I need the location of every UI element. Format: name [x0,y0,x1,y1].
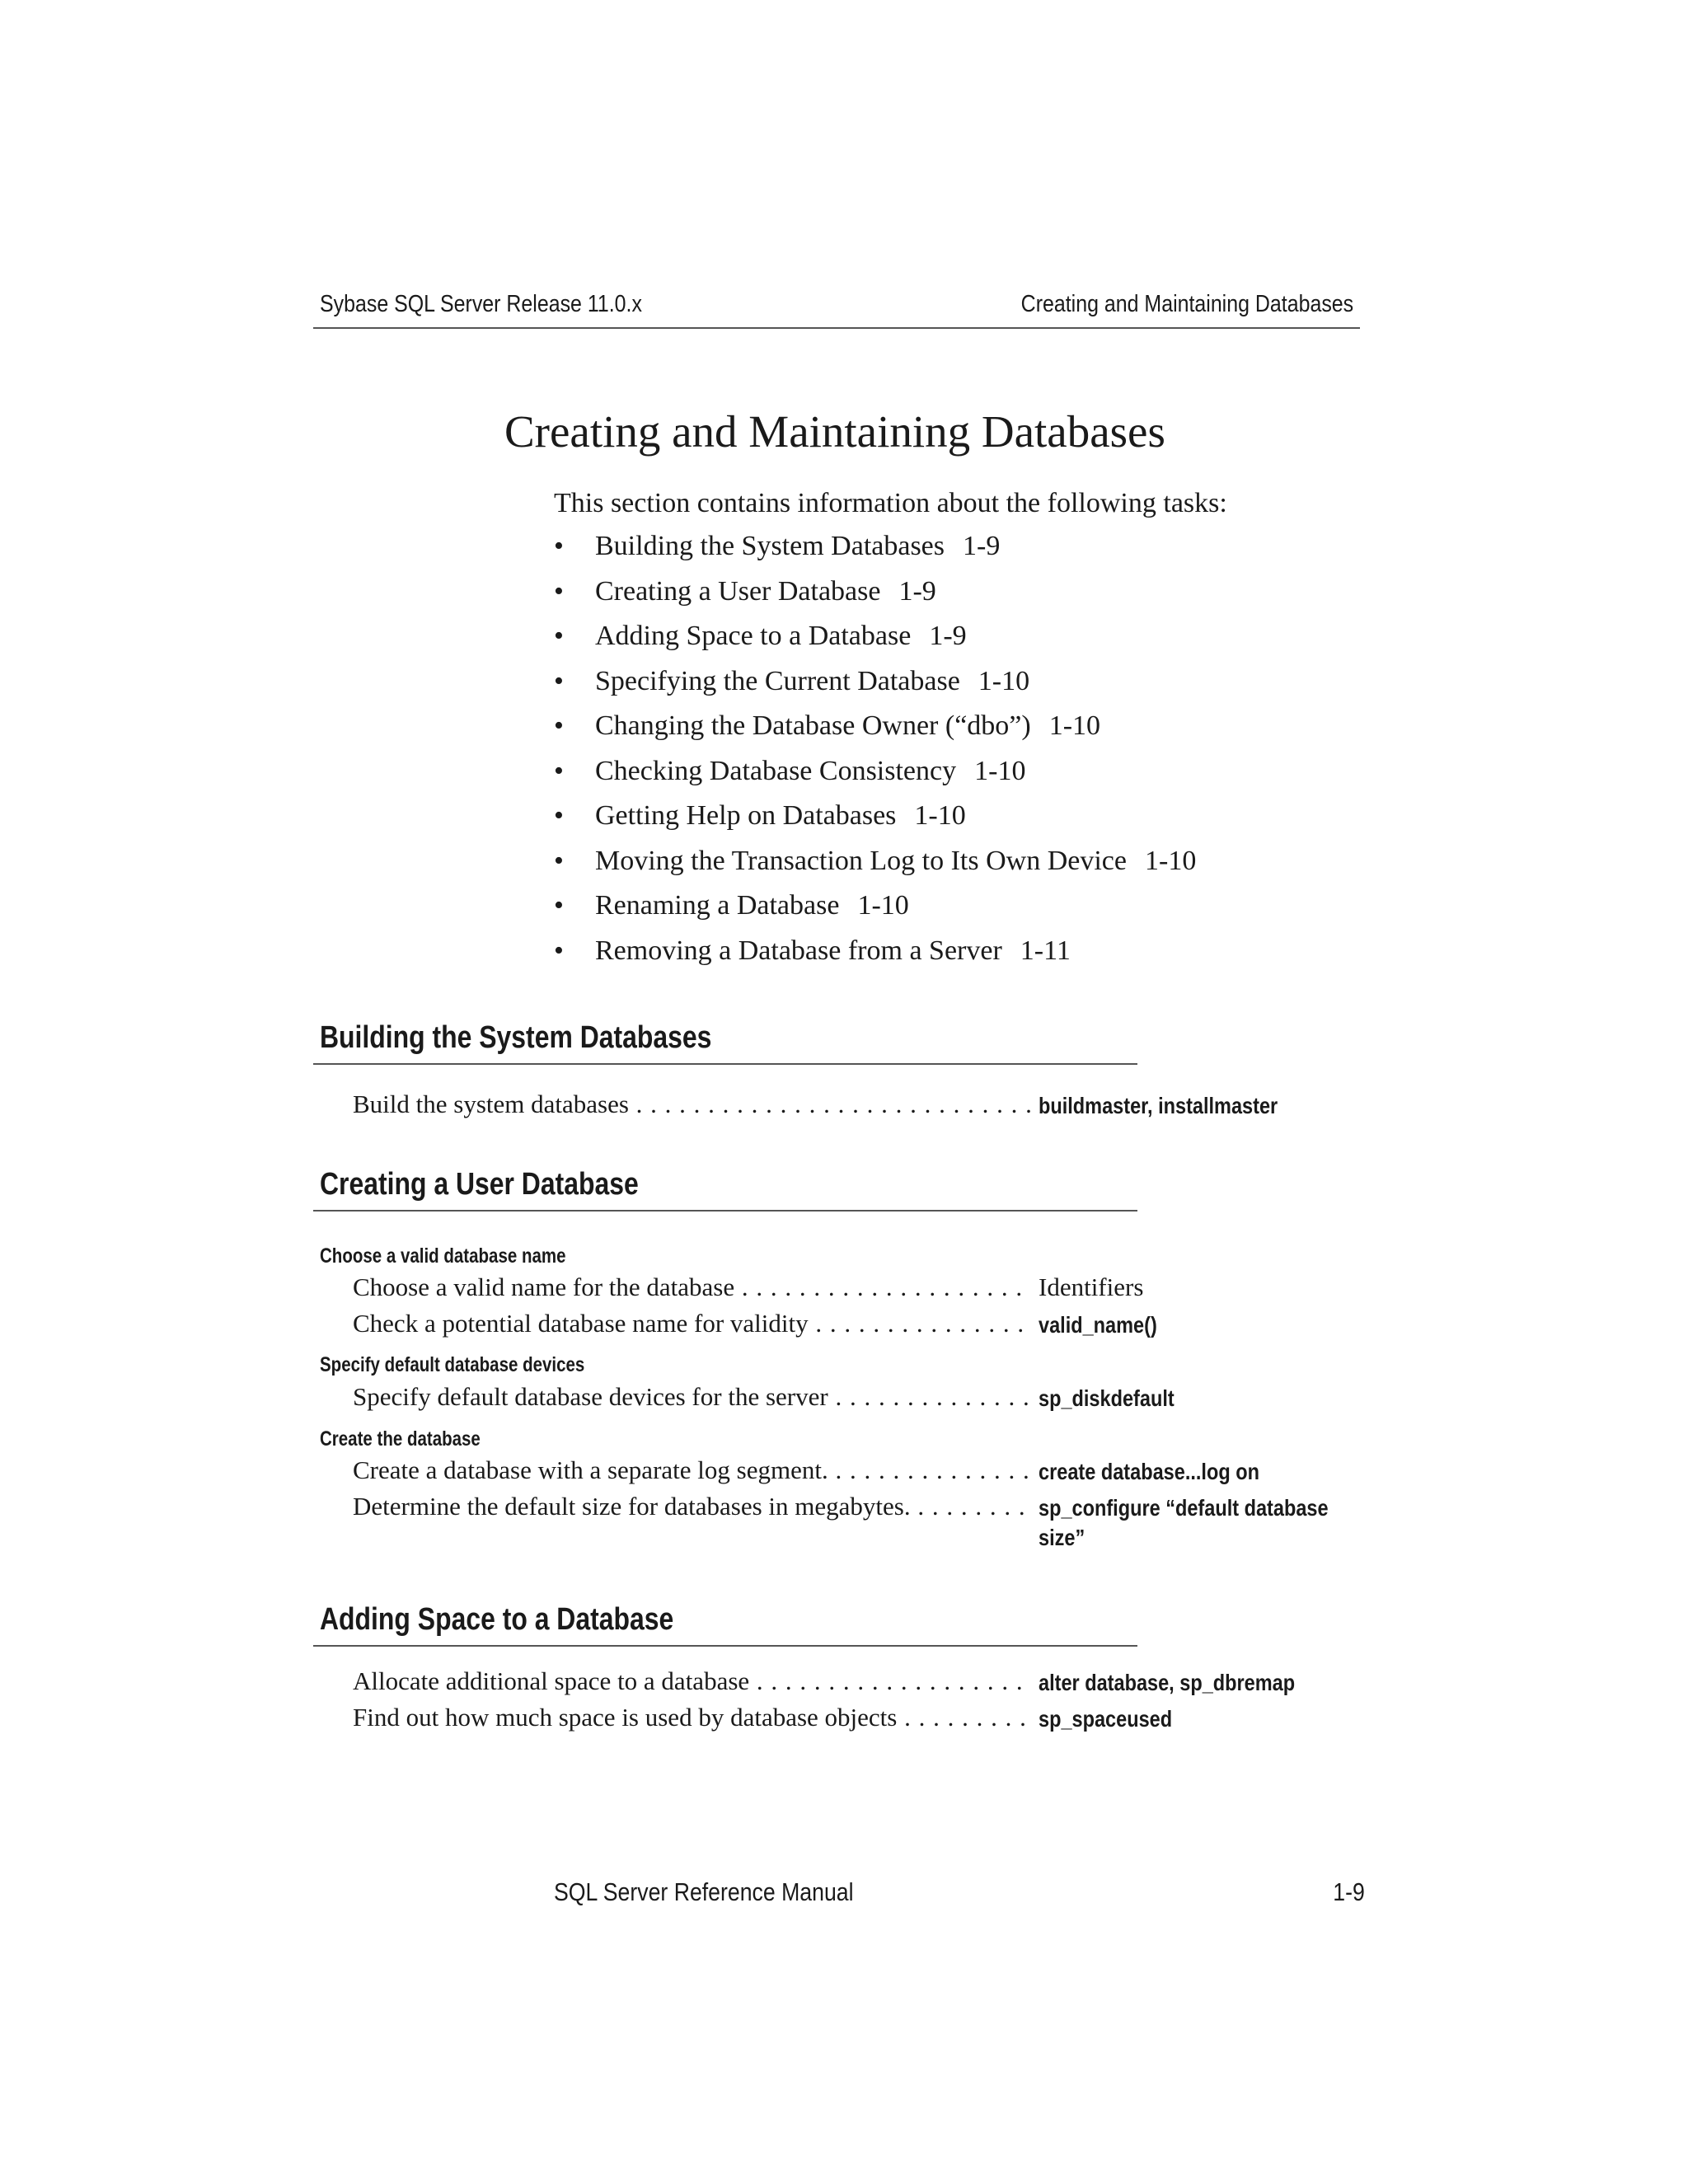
list-item[interactable]: • Specifying the Current Database 1-10 [554,665,1030,696]
task-page: 1-10 [978,665,1030,696]
list-item[interactable]: • Checking Database Consistency 1-10 [554,755,1026,786]
table-row [353,1272,1367,1309]
task-page: 1-9 [963,531,1001,561]
task-page: 1-10 [974,755,1026,786]
task-label: Creating a User Database [595,575,881,607]
entry-desc: Allocate additional space to a database . . . [353,1666,1030,1696]
intro-text: This section contains information about the following tasks: [554,488,1227,518]
table-row [353,1666,1367,1703]
entry-ref[interactable]: buildmaster, installmaster [1039,1093,1278,1118]
entry-desc: Determine the default size for databases in megabytes. . . . [353,1492,1030,1521]
table-row [353,1492,1367,1558]
task-label: Adding Space to a Database [595,621,912,651]
header-release: Sybase SQL Server Release 11.0.x [320,291,642,317]
entry-desc: Choose a valid name for the database . . . [353,1272,1030,1302]
task-label: Getting Help on Databases [595,800,897,831]
entry-ref[interactable]: Identifiers [1039,1272,1144,1301]
list-item[interactable]: • Getting Help on Databases 1-10 [554,800,966,831]
subhead: Specify default database devices [320,1353,585,1376]
task-label: Renaming a Database [595,890,840,921]
entry-ref[interactable]: valid_name() [1039,1312,1157,1338]
running-header [313,291,1360,329]
section-creating [313,1164,1137,1212]
entry-ref[interactable]: alter database, sp_dbremap [1039,1670,1296,1695]
table-row [353,1455,1367,1492]
entry-desc: Check a potential database name for validity . . . [353,1309,1030,1338]
task-label: Changing the Database Owner (“dbo”) [595,710,1031,741]
list-item[interactable]: • Removing a Database from a Server 1-11 [554,935,1071,966]
table-row [353,1703,1367,1739]
section-heading: Adding Space to a Database [313,1599,1137,1647]
task-label: Moving the Transaction Log to Its Own Device [595,845,1127,876]
section-heading: Building the System Databases [313,1017,1137,1065]
section-building [313,1017,1137,1065]
list-item[interactable]: • Renaming a Database 1-10 [554,890,909,921]
list-item[interactable]: • Creating a User Database 1-9 [554,575,936,607]
footer-title: SQL Server Reference Manual [554,1877,854,1906]
table-row [353,1382,1367,1418]
section-heading: Creating a User Database [313,1164,1137,1212]
entry-desc: Create a database with a separate log segment. . . . [353,1455,1030,1485]
section-adding [313,1599,1137,1647]
task-label: Removing a Database from a Server [595,935,1002,966]
task-page: 1-9 [929,621,967,651]
entry-desc: Find out how much space is used by database objects . . . [353,1703,1030,1732]
task-list [554,531,1196,980]
entry-desc: Build the system databases . . . [353,1090,1030,1119]
footer-page-number: 1-9 [1333,1877,1365,1906]
table-row [353,1309,1367,1345]
subhead: Choose a valid database name [320,1244,566,1268]
task-label: Checking Database Consistency [595,755,957,786]
task-label: Specifying the Current Database [595,665,960,696]
task-page: 1-10 [857,890,909,921]
list-item[interactable]: • Moving the Transaction Log to Its Own Device 1-10 [554,845,1197,876]
entry-ref[interactable]: sp_configure “default database size” [1039,1495,1329,1550]
entry-ref[interactable]: sp_diskdefault [1039,1385,1175,1411]
task-page: 1-10 [914,800,966,831]
header-chapter: Creating and Maintaining Databases [1020,291,1353,317]
task-page: 1-10 [1145,845,1197,876]
list-item[interactable]: • Building the System Databases 1-9 [554,531,1001,561]
list-item[interactable]: • Adding Space to a Database 1-9 [554,621,967,651]
entry-desc: Specify default database devices for the server . . . [353,1382,1030,1412]
list-item[interactable]: • Changing the Database Owner (“dbo”) 1-10 [554,710,1101,741]
table-row [353,1090,1367,1126]
entry-ref[interactable]: sp_spaceused [1039,1706,1173,1732]
task-page: 1-9 [898,575,936,607]
task-page: 1-10 [1048,710,1101,741]
entry-ref[interactable]: create database...log on [1039,1459,1259,1484]
task-page: 1-11 [1020,935,1071,966]
subhead: Create the database [320,1427,481,1451]
page-title: Creating and Maintaining Databases [504,406,1165,457]
task-label: Building the System Databases [595,531,945,561]
